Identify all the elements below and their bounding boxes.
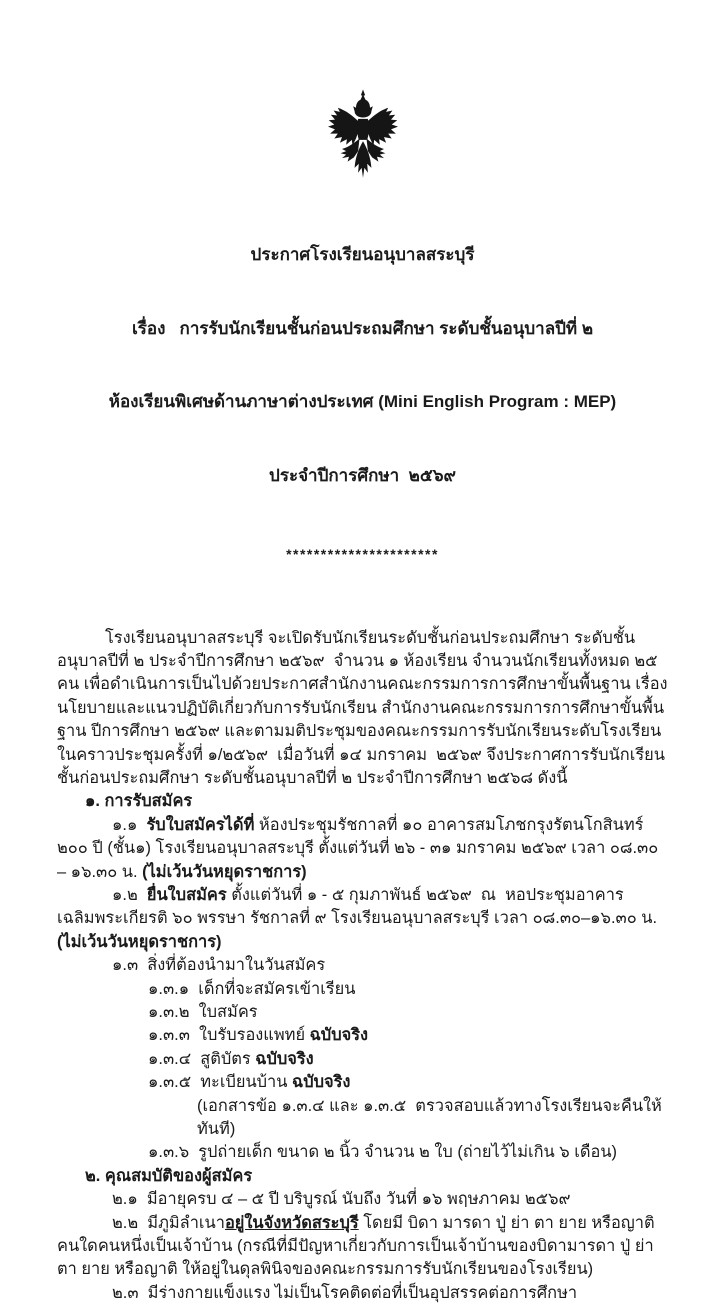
- section-1-heading: ๑. การรับสมัคร: [57, 790, 668, 813]
- school-announcement-title: ประกาศโรงเรียนอนุบาลสระบุรี: [57, 243, 668, 268]
- item-2-3: ๒.๓ มีร่างกายแข็งแรง ไม่เป็นโรคติดต่อที่เป็นอุปสรรคต่อการศึกษา: [57, 1282, 668, 1305]
- item-1-3-4-bold: ฉบับจริง: [255, 1050, 313, 1068]
- item-1-3-2: ๑.๓.๒ ใบสมัคร: [57, 1001, 668, 1024]
- item-1-3: ๑.๓ สิ่งที่ต้องนำมาในวันสมัคร: [57, 954, 668, 977]
- item-1-3-3-bold: ฉบับจริง: [310, 1026, 368, 1044]
- academic-year-line: ประจำปีการศึกษา ๒๕๖๙: [57, 464, 668, 489]
- item-1-3-3: [57, 1024, 668, 1047]
- documents-return-note: (เอกสารข้อ ๑.๓.๔ และ ๑.๓.๕ ตรวจสอบแล้วทางโรงเรียนจะคืนให้ทันที): [57, 1095, 668, 1142]
- item-1-1-text: ห้องประชุมรัชกาลที่ ๑๐ อาคารสมโภชกรุงรัตนโกสินทร์ ๒๐๐ ปี (ชั้น๑) โรงเรียนอนุบาลสระบุรี ตั้งแต่วันที่ ๒๖ - ๓๑ มกราคม ๒๕๖๙ เวลา ๐๘.๓๐ – ๑๖.๓๐ น.: [57, 816, 663, 881]
- item-1-3-1: ๑.๓.๑ เด็กที่จะสมัครเข้าเรียน: [57, 978, 668, 1001]
- document-body: [57, 627, 668, 1305]
- item-1-3-5: [57, 1071, 668, 1094]
- item-2-2: [57, 1212, 668, 1282]
- item-2-2-bold-underline: อยู่ในจังหวัดสระบุรี: [225, 1214, 359, 1232]
- item-1-3-4: [57, 1048, 668, 1071]
- item-1-1-number: ๑.๑: [112, 816, 146, 834]
- item-1-3-5-bold: ฉบับจริง: [292, 1073, 350, 1091]
- item-2-1: ๒.๑ มีอายุครบ ๔ – ๕ ปี บริบูรณ์ นับถึง วันที่ ๑๖ พฤษภาคม ๒๕๖๙: [57, 1188, 668, 1211]
- item-1-3-3-text: ๑.๓.๓ ใบรับรองแพทย์: [148, 1026, 310, 1044]
- intro-paragraph: โรงเรียนอนุบาลสระบุรี จะเปิดรับนักเรียนระดับชั้นก่อนประถมศึกษา ระดับชั้นอนุบาลปีที่ ๒ ประจำปีการศึกษา ๒๕๖๙ จำนวน ๑ ห้องเรียน จำนวนนักเรียนทั้งหมด ๒๕ คน เพื่อดำเนินการเป็นไปด้วยประกาศสำนักงานคณะกรรมการการศึกษาขั้นพื้นฐาน เรื่อง นโยบายและแนวปฏิบัติเกี่ยวกับการรับนักเรียน สำนักงานคณะกรรมการการศึกษาขั้นพื้นฐาน ปีการศึกษา ๒๕๖๙ และตามมติประชุมของคณะกรรมการรับนักเรียนระดับโรงเรียน ในคราวประชุมครั้งที่ ๑/๒๕๖๙ เมื่อวันที่ ๑๔ มกราคม ๒๕๖๙ จึงประกาศการรับนักเรียน ชั้นก่อนประถมศึกษา ระดับชั้นอนุบาลปีที่ ๒ ประจำปีการศึกษา ๒๕๖๘ ดังนี้: [57, 627, 668, 791]
- item-2-2-text-start: ๒.๒ มีภูมิลำเนา: [112, 1214, 225, 1232]
- garuda-emblem-icon: [320, 84, 406, 186]
- section-2-heading: ๒. คุณสมบัติของผู้สมัคร: [57, 1165, 668, 1188]
- item-1-2-number: ๑.๒: [112, 886, 147, 904]
- item-2-2-text-rest: โดยมี บิดา มารดา ปู่ ย่า ตา ยาย หรือญาติ คนใดคนหนึ่งเป็นเจ้าบ้าน (กรณีที่มีปัญหาเกี่ยวกับการเป็นเจ้าบ้านของบิดามารดา ปู่ ย่า ตา ยาย หรือญาติ ให้อยู่ในดุลพินิจของคณะกรรมการรับนักเรียนของโรงเรียน): [57, 1214, 659, 1279]
- item-1-1: [57, 814, 668, 884]
- title-block: [57, 194, 668, 616]
- item-1-2-bold-label: ยื่นใบสมัคร: [147, 886, 227, 904]
- item-1-2-text: ตั้งแต่วันที่ ๑ - ๕ กุมภาพันธ์ ๒๕๖๙ ณ หอประชุมอาคารเฉลิมพระเกียรติ ๖๐ พรรษา รัชกาลที่ ๙ โรงเรียนอนุบาลสระบุรี เวลา ๐๘.๓๐–๑๖.๓๐ น.: [57, 886, 666, 927]
- item-1-2-bold-note: (ไม่เว้นวันหยุดราชการ): [57, 933, 222, 951]
- stars-divider: **********************: [57, 542, 668, 567]
- subject-line: เรื่อง การรับนักเรียนชั้นก่อนประถมศึกษา ระดับชั้นอนุบาลปีที่ ๒: [57, 317, 668, 342]
- item-1-3-6: ๑.๓.๖ รูปถ่ายเด็ก ขนาด ๒ นิ้ว จำนวน ๒ ใบ (ถ่ายไว้ไม่เกิน ๖ เดือน): [57, 1141, 668, 1164]
- item-1-3-4-text: ๑.๓.๔ สูติบัตร: [148, 1050, 255, 1068]
- item-1-2: [57, 884, 668, 954]
- item-1-1-bold-note: (ไม่เว้นวันหยุดราชการ): [142, 863, 307, 881]
- item-1-3-5-text: ๑.๓.๕ ทะเบียนบ้าน: [148, 1073, 292, 1091]
- program-line: ห้องเรียนพิเศษด้านภาษาต่างประเทศ (Mini English Program : MEP): [57, 390, 668, 415]
- item-1-1-bold-label: รับใบสมัครได้ที่: [146, 816, 254, 834]
